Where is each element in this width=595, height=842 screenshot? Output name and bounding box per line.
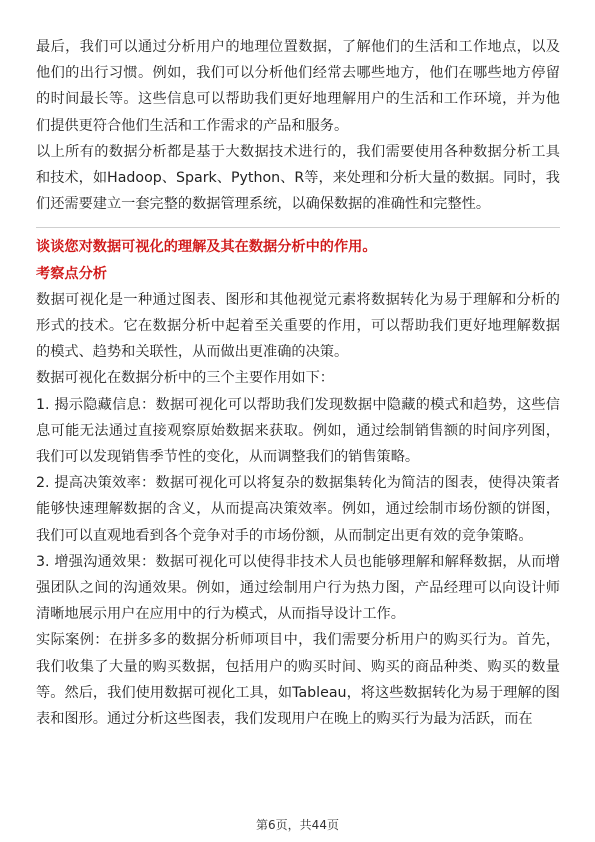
paragraph-definition: 数据可视化是一种通过图表、图形和其他视觉元素将数据转化为易于理解和分析的形式的技术。它在数据分析中起着至关重要的作用，可以帮助我们更好地理解数据的模式、趋势和关联性，从而做出更准确的决策。: [36, 291, 560, 361]
section-divider: [36, 227, 560, 228]
page-content: [36, 34, 560, 732]
section-heading: 考察点分析: [36, 265, 107, 282]
interview-question: 谈谈您对数据可视化的理解及其在数据分析中的作用。: [36, 239, 377, 256]
page-number-footer: 第6页，共44页: [256, 818, 339, 832]
paragraph-location-analysis: 最后，我们可以通过分析用户的地理位置数据，了解他们的生活和工作地点，以及他们的出行习惯。例如，我们可以分析他们经常去哪些地方，他们在哪些地方停留的时间最长等。这些信息可以帮助我们更好地理解用户的生活和工作环境，并为他们提供更符合他们生活和工作需求的产品和服务。: [36, 39, 560, 134]
paragraph-case-study: 实际案例：在拼多多的数据分析师项目中，我们需要分析用户的购买行为。首先，我们收集了大量的购买数据，包括用户的购买时间、购买的商品种类、购买的数量等。然后，我们使用数据可视化工具，如Tableau，将这些数据转化为易于理解的图表和图形。通过分析这些图表，我们发现用户在晚上的购买行为最为活跃，而在: [36, 632, 560, 728]
paragraph-role-1: 1. 揭示隐藏信息：数据可视化可以帮助我们发现数据中隐藏的模式和趋势，这些信息可能无法通过直接观察原始数据来获取。例如，通过绘制销售额的时间序列图，我们可以发现销售季节性的变化，从而调整我们的销售策略。: [36, 396, 560, 466]
paragraph-role-3: 3. 增强沟通效果：数据可视化可以使得非技术人员也能够理解和解释数据，从而增强团队之间的沟通效果。例如，通过绘制用户行为热力图，产品经理可以向设计师清晰地展示用户在应用中的行为模式，从而指导设计工作。: [36, 553, 560, 623]
paragraph-three-roles-intro: 数据可视化在数据分析中的三个主要作用如下：: [36, 370, 334, 387]
paragraph-big-data-tools: 以上所有的数据分析都是基于大数据技术进行的，我们需要使用各种数据分析工具和技术，如Hadoop、Spark、Python、R等，来处理和分析大量的数据。同时，我们还需要建立一套完整的数据管理系统，以确保数据的准确性和完整性。: [36, 143, 560, 213]
paragraph-role-2: 2. 提高决策效率：数据可视化可以将复杂的数据集转化为简洁的图表，使得决策者能够快速理解数据的含义，从而提高决策效率。例如，通过绘制市场份额的饼图，我们可以直观地看到各个竞争对手的市场份额，从而制定出更有效的竞争策略。: [36, 475, 560, 544]
